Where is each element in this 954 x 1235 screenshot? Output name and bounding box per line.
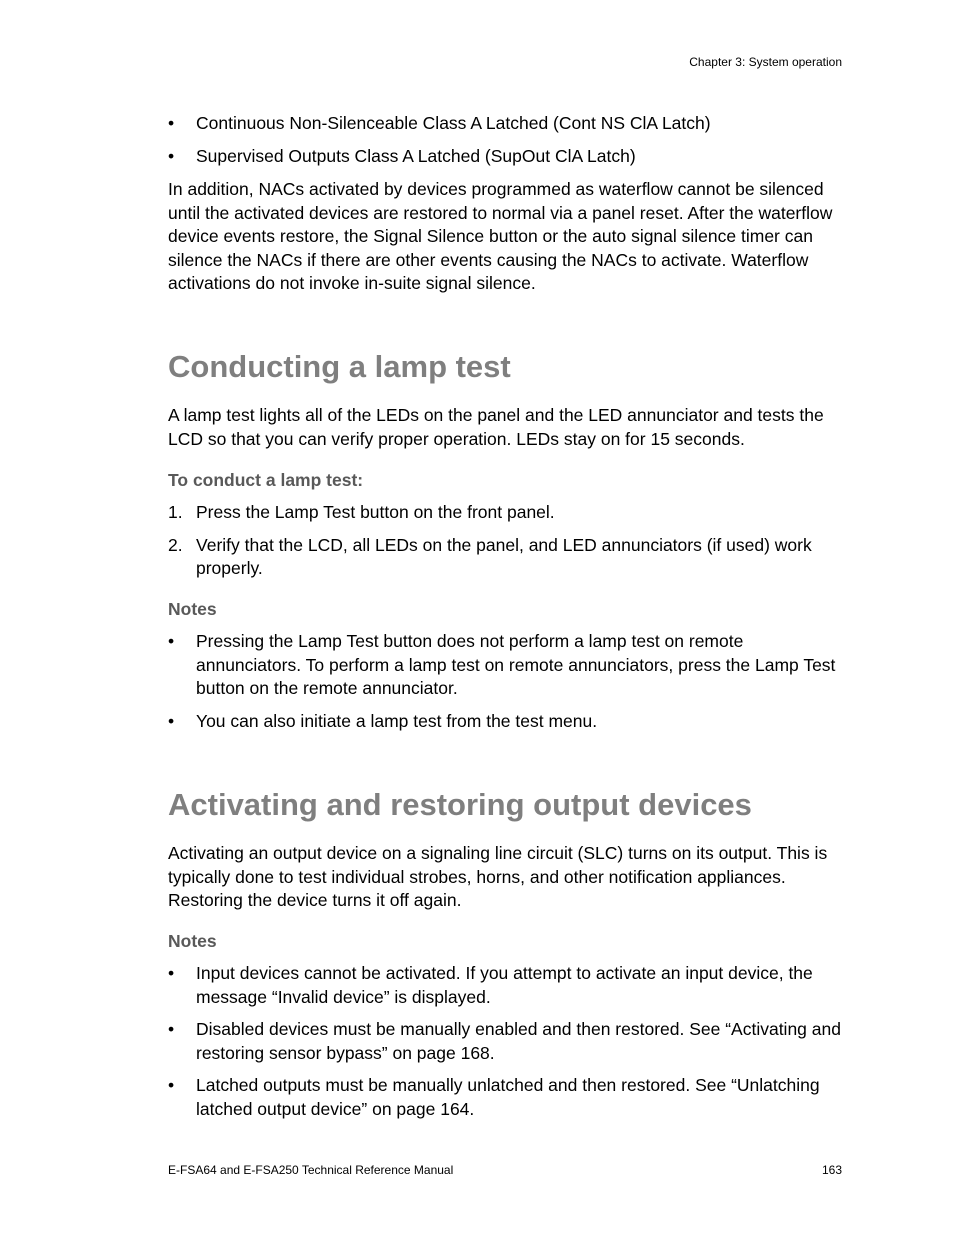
notes-heading: Notes: [168, 599, 217, 619]
bullet-icon: •: [168, 1075, 175, 1095]
list-item: [168, 501, 843, 525]
running-header: Chapter 3: System operation: [689, 55, 842, 69]
list-item: [168, 145, 843, 169]
list-item-text: Latched outputs must be manually unlatched and then restored. See “Unlatching latched output device” on page 164.: [196, 1075, 820, 1119]
intro-bullet-list: [168, 112, 843, 168]
bullet-icon: •: [168, 963, 175, 983]
list-item: [168, 710, 843, 734]
procedure-heading: To conduct a lamp test:: [168, 470, 364, 490]
procedure-steps: [168, 501, 843, 581]
list-item: [168, 1018, 843, 1065]
list-item-text: Disabled devices must be manually enabled and then restored. See “Activating and restoring sensor bypass” on page 168.: [196, 1019, 841, 1063]
output-devices-notes: [168, 962, 843, 1121]
lamp-test-paragraph: A lamp test lights all of the LEDs on the panel and the LED annunciator and tests the LCD so that you can verify proper operation. LEDs stay on for 15 seconds.: [168, 405, 824, 449]
list-item-text: Pressing the Lamp Test button does not perform a lamp test on remote annunciators. To perform a lamp test on remote annunciators, press the Lamp Test button on the remote annunciator.: [196, 631, 836, 698]
intro-paragraph: In addition, NACs activated by devices programmed as waterflow cannot be silenced until the activated devices are restored to normal via a panel reset. After the waterflow device events restore, the Signal Silence button or the auto signal silence timer can silence the NACs if there are other events causing the NACs to activate. Waterflow activations do not invoke in-suite signal silence.: [168, 179, 833, 293]
bullet-icon: •: [168, 631, 175, 651]
output-devices-paragraph: Activating an output device on a signaling line circuit (SLC) turns on its output. This is typically done to test individual strobes, horns, and other notification appliances. Restoring the device turns it off again.: [168, 843, 828, 910]
list-item: [168, 962, 843, 1009]
intro-section: [168, 112, 843, 177]
list-item: [168, 1074, 843, 1121]
bullet-icon: •: [168, 113, 175, 133]
step-text: Press the Lamp Test button on the front panel.: [196, 502, 555, 522]
section-heading-lamp-test: Conducting a lamp test: [168, 349, 511, 384]
footer-manual-title: E-FSA64 and E-FSA250 Technical Reference Manual: [168, 1163, 454, 1177]
section-heading-output-devices: Activating and restoring output devices: [168, 787, 752, 822]
list-item-text: Continuous Non-Silenceable Class A Latched (Cont NS ClA Latch): [196, 113, 711, 133]
page-number: 163: [821, 1163, 842, 1177]
bullet-icon: •: [168, 1019, 175, 1039]
list-item-text: Input devices cannot be activated. If you attempt to activate an input device, the message “Invalid device” is displayed.: [196, 963, 813, 1007]
notes-heading: Notes: [168, 931, 217, 951]
step-number: 1.: [168, 502, 183, 522]
bullet-icon: •: [168, 145, 175, 166]
step-text: Verify that the LCD, all LEDs on the panel, and LED annunciators (if used) work properly.: [196, 534, 812, 578]
list-item: [168, 112, 843, 136]
list-item: [168, 534, 843, 581]
step-number: 2.: [168, 534, 183, 555]
bullet-icon: •: [168, 710, 175, 731]
lamp-test-notes: [168, 630, 843, 733]
list-item: [168, 630, 843, 701]
list-item-text: Supervised Outputs Class A Latched (SupOut ClA Latch): [196, 145, 636, 166]
list-item-text: You can also initiate a lamp test from the test menu.: [196, 710, 598, 731]
